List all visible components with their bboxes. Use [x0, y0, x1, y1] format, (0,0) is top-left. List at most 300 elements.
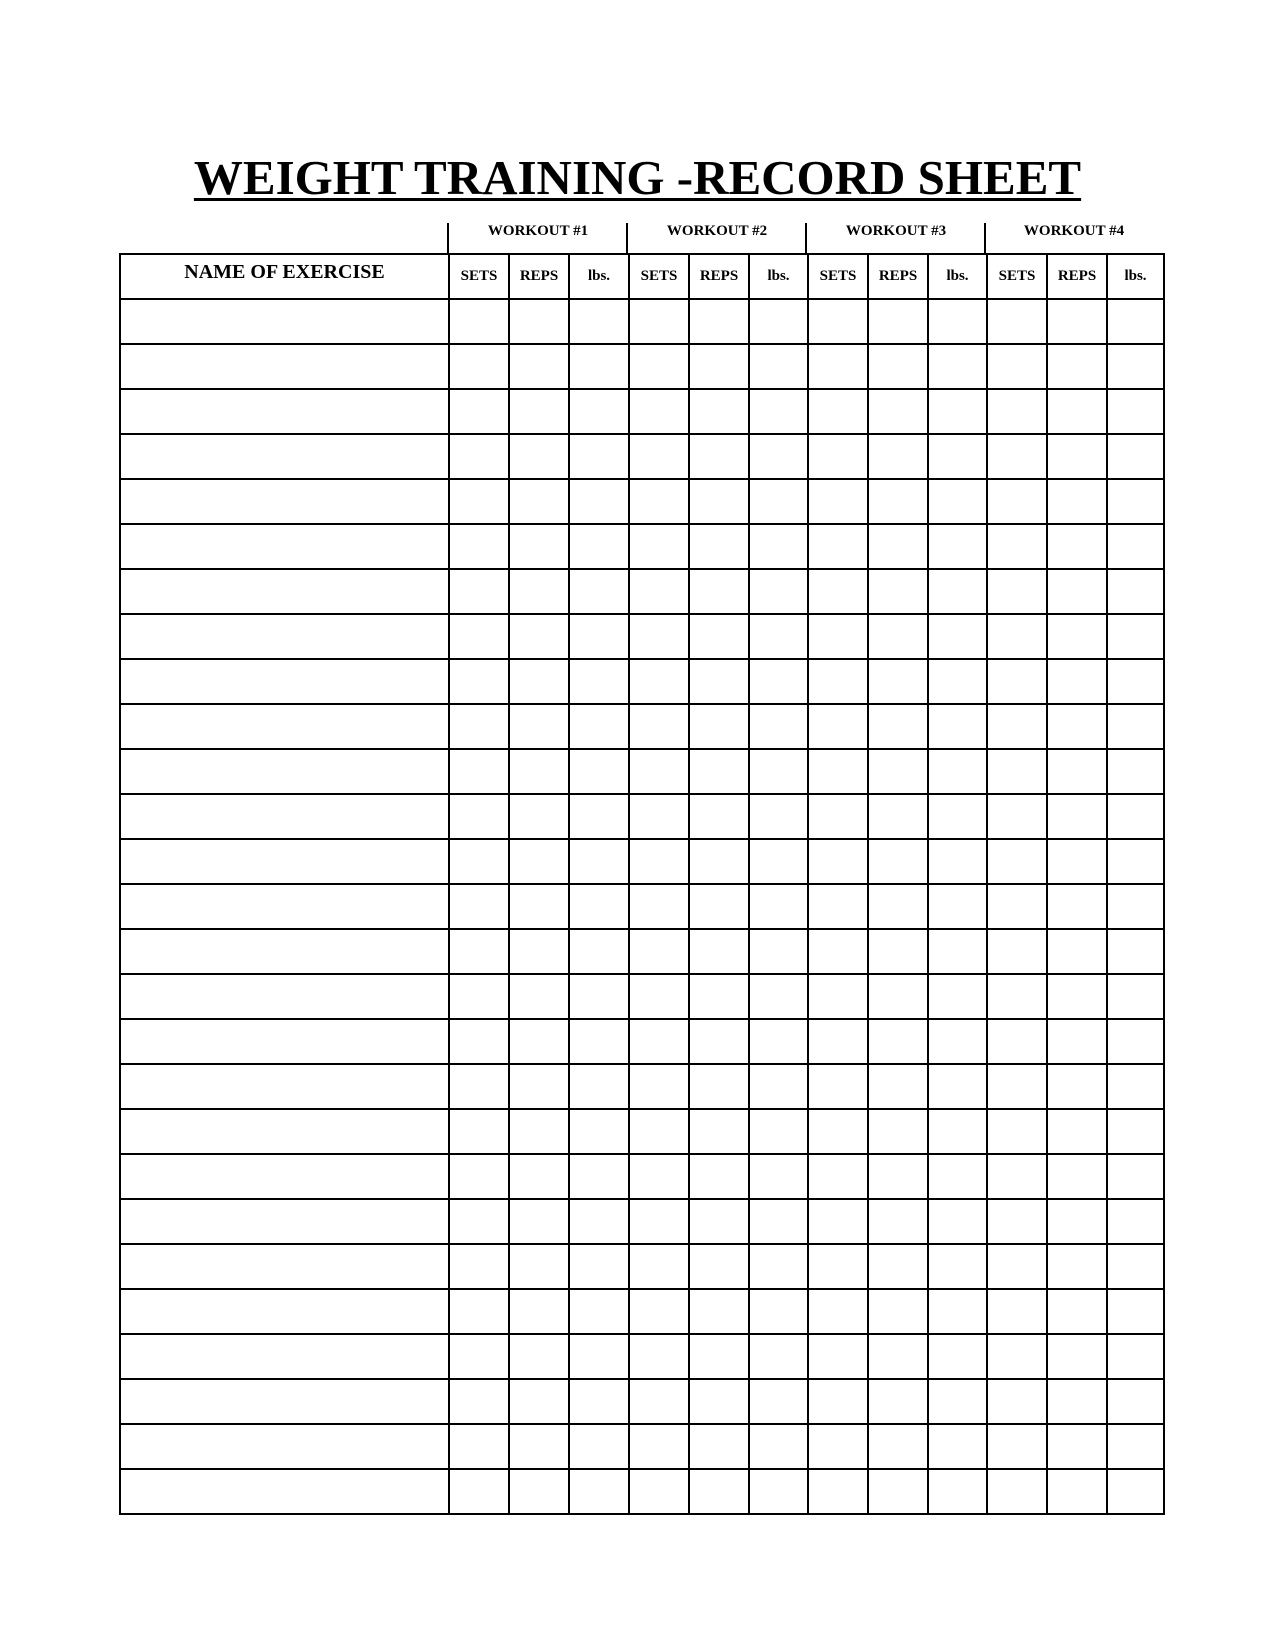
- w2-sets-cell[interactable]: [629, 1334, 689, 1379]
- exercise-name-cell[interactable]: [120, 299, 449, 344]
- w1-reps-cell[interactable]: [509, 1424, 569, 1469]
- w1-reps-cell[interactable]: [509, 839, 569, 884]
- w4-lbs-cell[interactable]: [1107, 569, 1164, 614]
- w4-sets-cell[interactable]: [987, 524, 1047, 569]
- w2-reps-cell[interactable]: [689, 704, 749, 749]
- w1-lbs-cell[interactable]: [569, 1469, 629, 1514]
- exercise-name-cell[interactable]: [120, 614, 449, 659]
- w4-lbs-cell[interactable]: [1107, 479, 1164, 524]
- w4-lbs-cell[interactable]: [1107, 1244, 1164, 1289]
- w1-reps-cell[interactable]: [509, 569, 569, 614]
- w2-sets-cell[interactable]: [629, 884, 689, 929]
- w3-sets-cell[interactable]: [808, 1109, 868, 1154]
- w3-reps-cell[interactable]: [868, 1379, 928, 1424]
- w1-reps-cell[interactable]: [509, 794, 569, 839]
- w2-reps-cell[interactable]: [689, 839, 749, 884]
- w1-lbs-cell[interactable]: [569, 389, 629, 434]
- w2-lbs-cell[interactable]: [749, 299, 808, 344]
- w2-sets-cell[interactable]: [629, 704, 689, 749]
- w2-reps-cell[interactable]: [689, 1334, 749, 1379]
- w4-sets-cell[interactable]: [987, 1154, 1047, 1199]
- w2-reps-cell[interactable]: [689, 929, 749, 974]
- w1-lbs-cell[interactable]: [569, 1334, 629, 1379]
- w4-lbs-cell[interactable]: [1107, 839, 1164, 884]
- w1-sets-cell[interactable]: [449, 1019, 509, 1064]
- exercise-name-cell[interactable]: [120, 839, 449, 884]
- w3-lbs-cell[interactable]: [928, 794, 987, 839]
- w4-reps-cell[interactable]: [1047, 1154, 1107, 1199]
- w2-reps-cell[interactable]: [689, 434, 749, 479]
- w3-lbs-cell[interactable]: [928, 434, 987, 479]
- w2-reps-cell[interactable]: [689, 344, 749, 389]
- w3-lbs-cell[interactable]: [928, 1334, 987, 1379]
- w3-sets-cell[interactable]: [808, 344, 868, 389]
- w1-sets-cell[interactable]: [449, 569, 509, 614]
- w4-reps-cell[interactable]: [1047, 659, 1107, 704]
- w4-sets-cell[interactable]: [987, 749, 1047, 794]
- w4-sets-cell[interactable]: [987, 1244, 1047, 1289]
- exercise-name-cell[interactable]: [120, 659, 449, 704]
- w4-reps-cell[interactable]: [1047, 1019, 1107, 1064]
- w1-sets-cell[interactable]: [449, 1109, 509, 1154]
- w1-sets-cell[interactable]: [449, 659, 509, 704]
- w2-reps-cell[interactable]: [689, 1379, 749, 1424]
- w1-lbs-cell[interactable]: [569, 659, 629, 704]
- w2-reps-cell[interactable]: [689, 1244, 749, 1289]
- exercise-name-cell[interactable]: [120, 929, 449, 974]
- w1-lbs-cell[interactable]: [569, 614, 629, 659]
- w3-reps-cell[interactable]: [868, 1469, 928, 1514]
- w2-sets-cell[interactable]: [629, 434, 689, 479]
- w3-lbs-cell[interactable]: [928, 1064, 987, 1109]
- w1-sets-cell[interactable]: [449, 1469, 509, 1514]
- w4-reps-cell[interactable]: [1047, 974, 1107, 1019]
- w2-lbs-cell[interactable]: [749, 1289, 808, 1334]
- exercise-name-cell[interactable]: [120, 479, 449, 524]
- w4-lbs-cell[interactable]: [1107, 1469, 1164, 1514]
- w3-lbs-cell[interactable]: [928, 1379, 987, 1424]
- w3-lbs-cell[interactable]: [928, 974, 987, 1019]
- w1-lbs-cell[interactable]: [569, 1064, 629, 1109]
- exercise-name-cell[interactable]: [120, 749, 449, 794]
- w2-sets-cell[interactable]: [629, 1424, 689, 1469]
- w3-lbs-cell[interactable]: [928, 839, 987, 884]
- w3-reps-cell[interactable]: [868, 1109, 928, 1154]
- w3-reps-cell[interactable]: [868, 704, 928, 749]
- w1-reps-cell[interactable]: [509, 884, 569, 929]
- w4-lbs-cell[interactable]: [1107, 659, 1164, 704]
- w3-sets-cell[interactable]: [808, 299, 868, 344]
- w2-lbs-cell[interactable]: [749, 1109, 808, 1154]
- w4-lbs-cell[interactable]: [1107, 344, 1164, 389]
- w1-sets-cell[interactable]: [449, 974, 509, 1019]
- w1-reps-cell[interactable]: [509, 344, 569, 389]
- w4-lbs-cell[interactable]: [1107, 1064, 1164, 1109]
- w4-lbs-cell[interactable]: [1107, 794, 1164, 839]
- w1-lbs-cell[interactable]: [569, 1424, 629, 1469]
- exercise-name-cell[interactable]: [120, 1379, 449, 1424]
- w1-sets-cell[interactable]: [449, 749, 509, 794]
- w3-sets-cell[interactable]: [808, 614, 868, 659]
- w4-sets-cell[interactable]: [987, 659, 1047, 704]
- w2-lbs-cell[interactable]: [749, 1019, 808, 1064]
- w1-lbs-cell[interactable]: [569, 974, 629, 1019]
- w4-sets-cell[interactable]: [987, 1469, 1047, 1514]
- w1-sets-cell[interactable]: [449, 614, 509, 659]
- w4-sets-cell[interactable]: [987, 1424, 1047, 1469]
- w3-reps-cell[interactable]: [868, 614, 928, 659]
- w3-lbs-cell[interactable]: [928, 1019, 987, 1064]
- w4-lbs-cell[interactable]: [1107, 614, 1164, 659]
- w2-reps-cell[interactable]: [689, 1469, 749, 1514]
- exercise-name-cell[interactable]: [120, 1469, 449, 1514]
- w1-reps-cell[interactable]: [509, 704, 569, 749]
- w2-sets-cell[interactable]: [629, 1154, 689, 1199]
- w2-reps-cell[interactable]: [689, 1109, 749, 1154]
- exercise-name-cell[interactable]: [120, 524, 449, 569]
- w3-reps-cell[interactable]: [868, 929, 928, 974]
- w2-lbs-cell[interactable]: [749, 479, 808, 524]
- w1-reps-cell[interactable]: [509, 1469, 569, 1514]
- w3-lbs-cell[interactable]: [928, 569, 987, 614]
- w4-reps-cell[interactable]: [1047, 1424, 1107, 1469]
- w2-sets-cell[interactable]: [629, 929, 689, 974]
- w4-sets-cell[interactable]: [987, 1109, 1047, 1154]
- w3-sets-cell[interactable]: [808, 1019, 868, 1064]
- exercise-name-cell[interactable]: [120, 1019, 449, 1064]
- exercise-name-cell[interactable]: [120, 344, 449, 389]
- w1-reps-cell[interactable]: [509, 299, 569, 344]
- exercise-name-cell[interactable]: [120, 1199, 449, 1244]
- w3-reps-cell[interactable]: [868, 344, 928, 389]
- w4-sets-cell[interactable]: [987, 299, 1047, 344]
- w4-reps-cell[interactable]: [1047, 299, 1107, 344]
- w1-sets-cell[interactable]: [449, 299, 509, 344]
- w3-lbs-cell[interactable]: [928, 884, 987, 929]
- w2-lbs-cell[interactable]: [749, 1379, 808, 1424]
- w3-sets-cell[interactable]: [808, 524, 868, 569]
- w4-lbs-cell[interactable]: [1107, 1199, 1164, 1244]
- w2-sets-cell[interactable]: [629, 749, 689, 794]
- w4-reps-cell[interactable]: [1047, 1379, 1107, 1424]
- w1-lbs-cell[interactable]: [569, 1379, 629, 1424]
- w1-reps-cell[interactable]: [509, 974, 569, 1019]
- w3-sets-cell[interactable]: [808, 1154, 868, 1199]
- w4-sets-cell[interactable]: [987, 569, 1047, 614]
- w3-lbs-cell[interactable]: [928, 929, 987, 974]
- exercise-name-cell[interactable]: [120, 884, 449, 929]
- w1-lbs-cell[interactable]: [569, 1199, 629, 1244]
- w1-reps-cell[interactable]: [509, 659, 569, 704]
- w4-sets-cell[interactable]: [987, 344, 1047, 389]
- w1-lbs-cell[interactable]: [569, 434, 629, 479]
- w4-sets-cell[interactable]: [987, 1064, 1047, 1109]
- w1-reps-cell[interactable]: [509, 1064, 569, 1109]
- w2-lbs-cell[interactable]: [749, 749, 808, 794]
- w3-sets-cell[interactable]: [808, 794, 868, 839]
- w2-sets-cell[interactable]: [629, 614, 689, 659]
- w3-reps-cell[interactable]: [868, 569, 928, 614]
- w1-sets-cell[interactable]: [449, 704, 509, 749]
- w4-reps-cell[interactable]: [1047, 1289, 1107, 1334]
- w3-lbs-cell[interactable]: [928, 524, 987, 569]
- w2-sets-cell[interactable]: [629, 974, 689, 1019]
- w4-sets-cell[interactable]: [987, 434, 1047, 479]
- w4-lbs-cell[interactable]: [1107, 884, 1164, 929]
- w2-reps-cell[interactable]: [689, 1019, 749, 1064]
- w1-sets-cell[interactable]: [449, 1199, 509, 1244]
- w3-lbs-cell[interactable]: [928, 1199, 987, 1244]
- w3-sets-cell[interactable]: [808, 1424, 868, 1469]
- w4-sets-cell[interactable]: [987, 974, 1047, 1019]
- w4-reps-cell[interactable]: [1047, 1334, 1107, 1379]
- w3-reps-cell[interactable]: [868, 884, 928, 929]
- w4-sets-cell[interactable]: [987, 704, 1047, 749]
- w2-lbs-cell[interactable]: [749, 389, 808, 434]
- w3-reps-cell[interactable]: [868, 434, 928, 479]
- w3-lbs-cell[interactable]: [928, 1469, 987, 1514]
- w1-sets-cell[interactable]: [449, 1379, 509, 1424]
- w4-reps-cell[interactable]: [1047, 434, 1107, 479]
- w1-lbs-cell[interactable]: [569, 1109, 629, 1154]
- w1-sets-cell[interactable]: [449, 1064, 509, 1109]
- w4-reps-cell[interactable]: [1047, 344, 1107, 389]
- w3-reps-cell[interactable]: [868, 974, 928, 1019]
- w2-reps-cell[interactable]: [689, 524, 749, 569]
- w2-sets-cell[interactable]: [629, 1199, 689, 1244]
- w2-sets-cell[interactable]: [629, 1289, 689, 1334]
- w1-lbs-cell[interactable]: [569, 929, 629, 974]
- w1-sets-cell[interactable]: [449, 839, 509, 884]
- w3-lbs-cell[interactable]: [928, 614, 987, 659]
- w2-reps-cell[interactable]: [689, 749, 749, 794]
- w3-sets-cell[interactable]: [808, 704, 868, 749]
- w4-lbs-cell[interactable]: [1107, 704, 1164, 749]
- exercise-name-cell[interactable]: [120, 704, 449, 749]
- w4-sets-cell[interactable]: [987, 794, 1047, 839]
- w3-sets-cell[interactable]: [808, 659, 868, 704]
- w4-lbs-cell[interactable]: [1107, 434, 1164, 479]
- w2-sets-cell[interactable]: [629, 659, 689, 704]
- w3-sets-cell[interactable]: [808, 839, 868, 884]
- w2-reps-cell[interactable]: [689, 389, 749, 434]
- w2-sets-cell[interactable]: [629, 1379, 689, 1424]
- w1-reps-cell[interactable]: [509, 479, 569, 524]
- w4-reps-cell[interactable]: [1047, 479, 1107, 524]
- w3-reps-cell[interactable]: [868, 839, 928, 884]
- w3-sets-cell[interactable]: [808, 1469, 868, 1514]
- w3-sets-cell[interactable]: [808, 434, 868, 479]
- w3-reps-cell[interactable]: [868, 749, 928, 794]
- w3-reps-cell[interactable]: [868, 524, 928, 569]
- w1-sets-cell[interactable]: [449, 434, 509, 479]
- w4-lbs-cell[interactable]: [1107, 299, 1164, 344]
- w1-reps-cell[interactable]: [509, 1019, 569, 1064]
- w1-reps-cell[interactable]: [509, 1244, 569, 1289]
- w2-lbs-cell[interactable]: [749, 1469, 808, 1514]
- w1-lbs-cell[interactable]: [569, 1289, 629, 1334]
- w4-lbs-cell[interactable]: [1107, 1334, 1164, 1379]
- w3-reps-cell[interactable]: [868, 659, 928, 704]
- w1-sets-cell[interactable]: [449, 479, 509, 524]
- w4-sets-cell[interactable]: [987, 884, 1047, 929]
- w1-sets-cell[interactable]: [449, 524, 509, 569]
- w1-lbs-cell[interactable]: [569, 479, 629, 524]
- w4-lbs-cell[interactable]: [1107, 1154, 1164, 1199]
- w2-sets-cell[interactable]: [629, 524, 689, 569]
- w4-sets-cell[interactable]: [987, 839, 1047, 884]
- w3-reps-cell[interactable]: [868, 1289, 928, 1334]
- w3-sets-cell[interactable]: [808, 569, 868, 614]
- w4-lbs-cell[interactable]: [1107, 389, 1164, 434]
- w1-lbs-cell[interactable]: [569, 344, 629, 389]
- w2-lbs-cell[interactable]: [749, 1064, 808, 1109]
- exercise-name-cell[interactable]: [120, 1109, 449, 1154]
- w1-sets-cell[interactable]: [449, 344, 509, 389]
- w3-lbs-cell[interactable]: [928, 389, 987, 434]
- exercise-name-cell[interactable]: [120, 569, 449, 614]
- w1-lbs-cell[interactable]: [569, 794, 629, 839]
- w2-lbs-cell[interactable]: [749, 974, 808, 1019]
- w3-reps-cell[interactable]: [868, 1154, 928, 1199]
- w4-sets-cell[interactable]: [987, 1199, 1047, 1244]
- w1-reps-cell[interactable]: [509, 1289, 569, 1334]
- w2-lbs-cell[interactable]: [749, 614, 808, 659]
- w3-sets-cell[interactable]: [808, 749, 868, 794]
- w2-reps-cell[interactable]: [689, 1199, 749, 1244]
- w1-lbs-cell[interactable]: [569, 884, 629, 929]
- w4-sets-cell[interactable]: [987, 1019, 1047, 1064]
- exercise-name-cell[interactable]: [120, 1289, 449, 1334]
- w4-reps-cell[interactable]: [1047, 794, 1107, 839]
- w4-sets-cell[interactable]: [987, 1289, 1047, 1334]
- w2-reps-cell[interactable]: [689, 794, 749, 839]
- w3-reps-cell[interactable]: [868, 389, 928, 434]
- w4-reps-cell[interactable]: [1047, 1469, 1107, 1514]
- w1-lbs-cell[interactable]: [569, 1244, 629, 1289]
- w3-lbs-cell[interactable]: [928, 1289, 987, 1334]
- w3-sets-cell[interactable]: [808, 929, 868, 974]
- w2-lbs-cell[interactable]: [749, 659, 808, 704]
- w2-lbs-cell[interactable]: [749, 1334, 808, 1379]
- w4-reps-cell[interactable]: [1047, 704, 1107, 749]
- w3-lbs-cell[interactable]: [928, 1244, 987, 1289]
- w2-reps-cell[interactable]: [689, 1154, 749, 1199]
- w2-lbs-cell[interactable]: [749, 884, 808, 929]
- w4-reps-cell[interactable]: [1047, 839, 1107, 884]
- w3-lbs-cell[interactable]: [928, 1109, 987, 1154]
- w4-lbs-cell[interactable]: [1107, 974, 1164, 1019]
- w1-reps-cell[interactable]: [509, 1154, 569, 1199]
- w2-lbs-cell[interactable]: [749, 704, 808, 749]
- w4-lbs-cell[interactable]: [1107, 1379, 1164, 1424]
- w3-lbs-cell[interactable]: [928, 749, 987, 794]
- w3-reps-cell[interactable]: [868, 299, 928, 344]
- exercise-name-cell[interactable]: [120, 794, 449, 839]
- w2-sets-cell[interactable]: [629, 1019, 689, 1064]
- w4-reps-cell[interactable]: [1047, 929, 1107, 974]
- w1-sets-cell[interactable]: [449, 794, 509, 839]
- w3-sets-cell[interactable]: [808, 1064, 868, 1109]
- w3-lbs-cell[interactable]: [928, 299, 987, 344]
- w3-sets-cell[interactable]: [808, 1199, 868, 1244]
- w2-sets-cell[interactable]: [629, 569, 689, 614]
- w2-reps-cell[interactable]: [689, 614, 749, 659]
- exercise-name-cell[interactable]: [120, 1064, 449, 1109]
- w3-lbs-cell[interactable]: [928, 659, 987, 704]
- w2-lbs-cell[interactable]: [749, 434, 808, 479]
- w1-lbs-cell[interactable]: [569, 1154, 629, 1199]
- w2-lbs-cell[interactable]: [749, 1199, 808, 1244]
- w4-lbs-cell[interactable]: [1107, 1424, 1164, 1469]
- w1-reps-cell[interactable]: [509, 929, 569, 974]
- w1-lbs-cell[interactable]: [569, 299, 629, 344]
- exercise-name-cell[interactable]: [120, 1154, 449, 1199]
- w1-reps-cell[interactable]: [509, 614, 569, 659]
- w2-sets-cell[interactable]: [629, 1244, 689, 1289]
- w4-reps-cell[interactable]: [1047, 1064, 1107, 1109]
- w1-reps-cell[interactable]: [509, 434, 569, 479]
- w1-reps-cell[interactable]: [509, 1334, 569, 1379]
- w1-sets-cell[interactable]: [449, 1154, 509, 1199]
- w1-sets-cell[interactable]: [449, 1244, 509, 1289]
- w1-lbs-cell[interactable]: [569, 704, 629, 749]
- exercise-name-cell[interactable]: [120, 434, 449, 479]
- w1-reps-cell[interactable]: [509, 1199, 569, 1244]
- w3-lbs-cell[interactable]: [928, 704, 987, 749]
- w4-sets-cell[interactable]: [987, 614, 1047, 659]
- w2-lbs-cell[interactable]: [749, 1424, 808, 1469]
- w1-lbs-cell[interactable]: [569, 524, 629, 569]
- w3-sets-cell[interactable]: [808, 1334, 868, 1379]
- w1-sets-cell[interactable]: [449, 884, 509, 929]
- w4-reps-cell[interactable]: [1047, 389, 1107, 434]
- w2-sets-cell[interactable]: [629, 299, 689, 344]
- w4-reps-cell[interactable]: [1047, 569, 1107, 614]
- w1-lbs-cell[interactable]: [569, 749, 629, 794]
- w4-sets-cell[interactable]: [987, 1379, 1047, 1424]
- w2-reps-cell[interactable]: [689, 569, 749, 614]
- exercise-name-cell[interactable]: [120, 389, 449, 434]
- w2-sets-cell[interactable]: [629, 389, 689, 434]
- w1-sets-cell[interactable]: [449, 1424, 509, 1469]
- w2-lbs-cell[interactable]: [749, 794, 808, 839]
- w2-lbs-cell[interactable]: [749, 569, 808, 614]
- w2-sets-cell[interactable]: [629, 839, 689, 884]
- w4-reps-cell[interactable]: [1047, 614, 1107, 659]
- w2-reps-cell[interactable]: [689, 1289, 749, 1334]
- w2-reps-cell[interactable]: [689, 659, 749, 704]
- w1-sets-cell[interactable]: [449, 929, 509, 974]
- w2-sets-cell[interactable]: [629, 479, 689, 524]
- w4-reps-cell[interactable]: [1047, 884, 1107, 929]
- w3-sets-cell[interactable]: [808, 974, 868, 1019]
- w4-reps-cell[interactable]: [1047, 1244, 1107, 1289]
- w3-lbs-cell[interactable]: [928, 479, 987, 524]
- w1-reps-cell[interactable]: [509, 749, 569, 794]
- w1-sets-cell[interactable]: [449, 1289, 509, 1334]
- w1-reps-cell[interactable]: [509, 1379, 569, 1424]
- w1-sets-cell[interactable]: [449, 389, 509, 434]
- w2-lbs-cell[interactable]: [749, 1154, 808, 1199]
- exercise-name-cell[interactable]: [120, 1424, 449, 1469]
- w2-reps-cell[interactable]: [689, 299, 749, 344]
- w3-sets-cell[interactable]: [808, 479, 868, 524]
- w4-reps-cell[interactable]: [1047, 1109, 1107, 1154]
- w3-reps-cell[interactable]: [868, 1019, 928, 1064]
- w2-lbs-cell[interactable]: [749, 839, 808, 884]
- w3-reps-cell[interactable]: [868, 794, 928, 839]
